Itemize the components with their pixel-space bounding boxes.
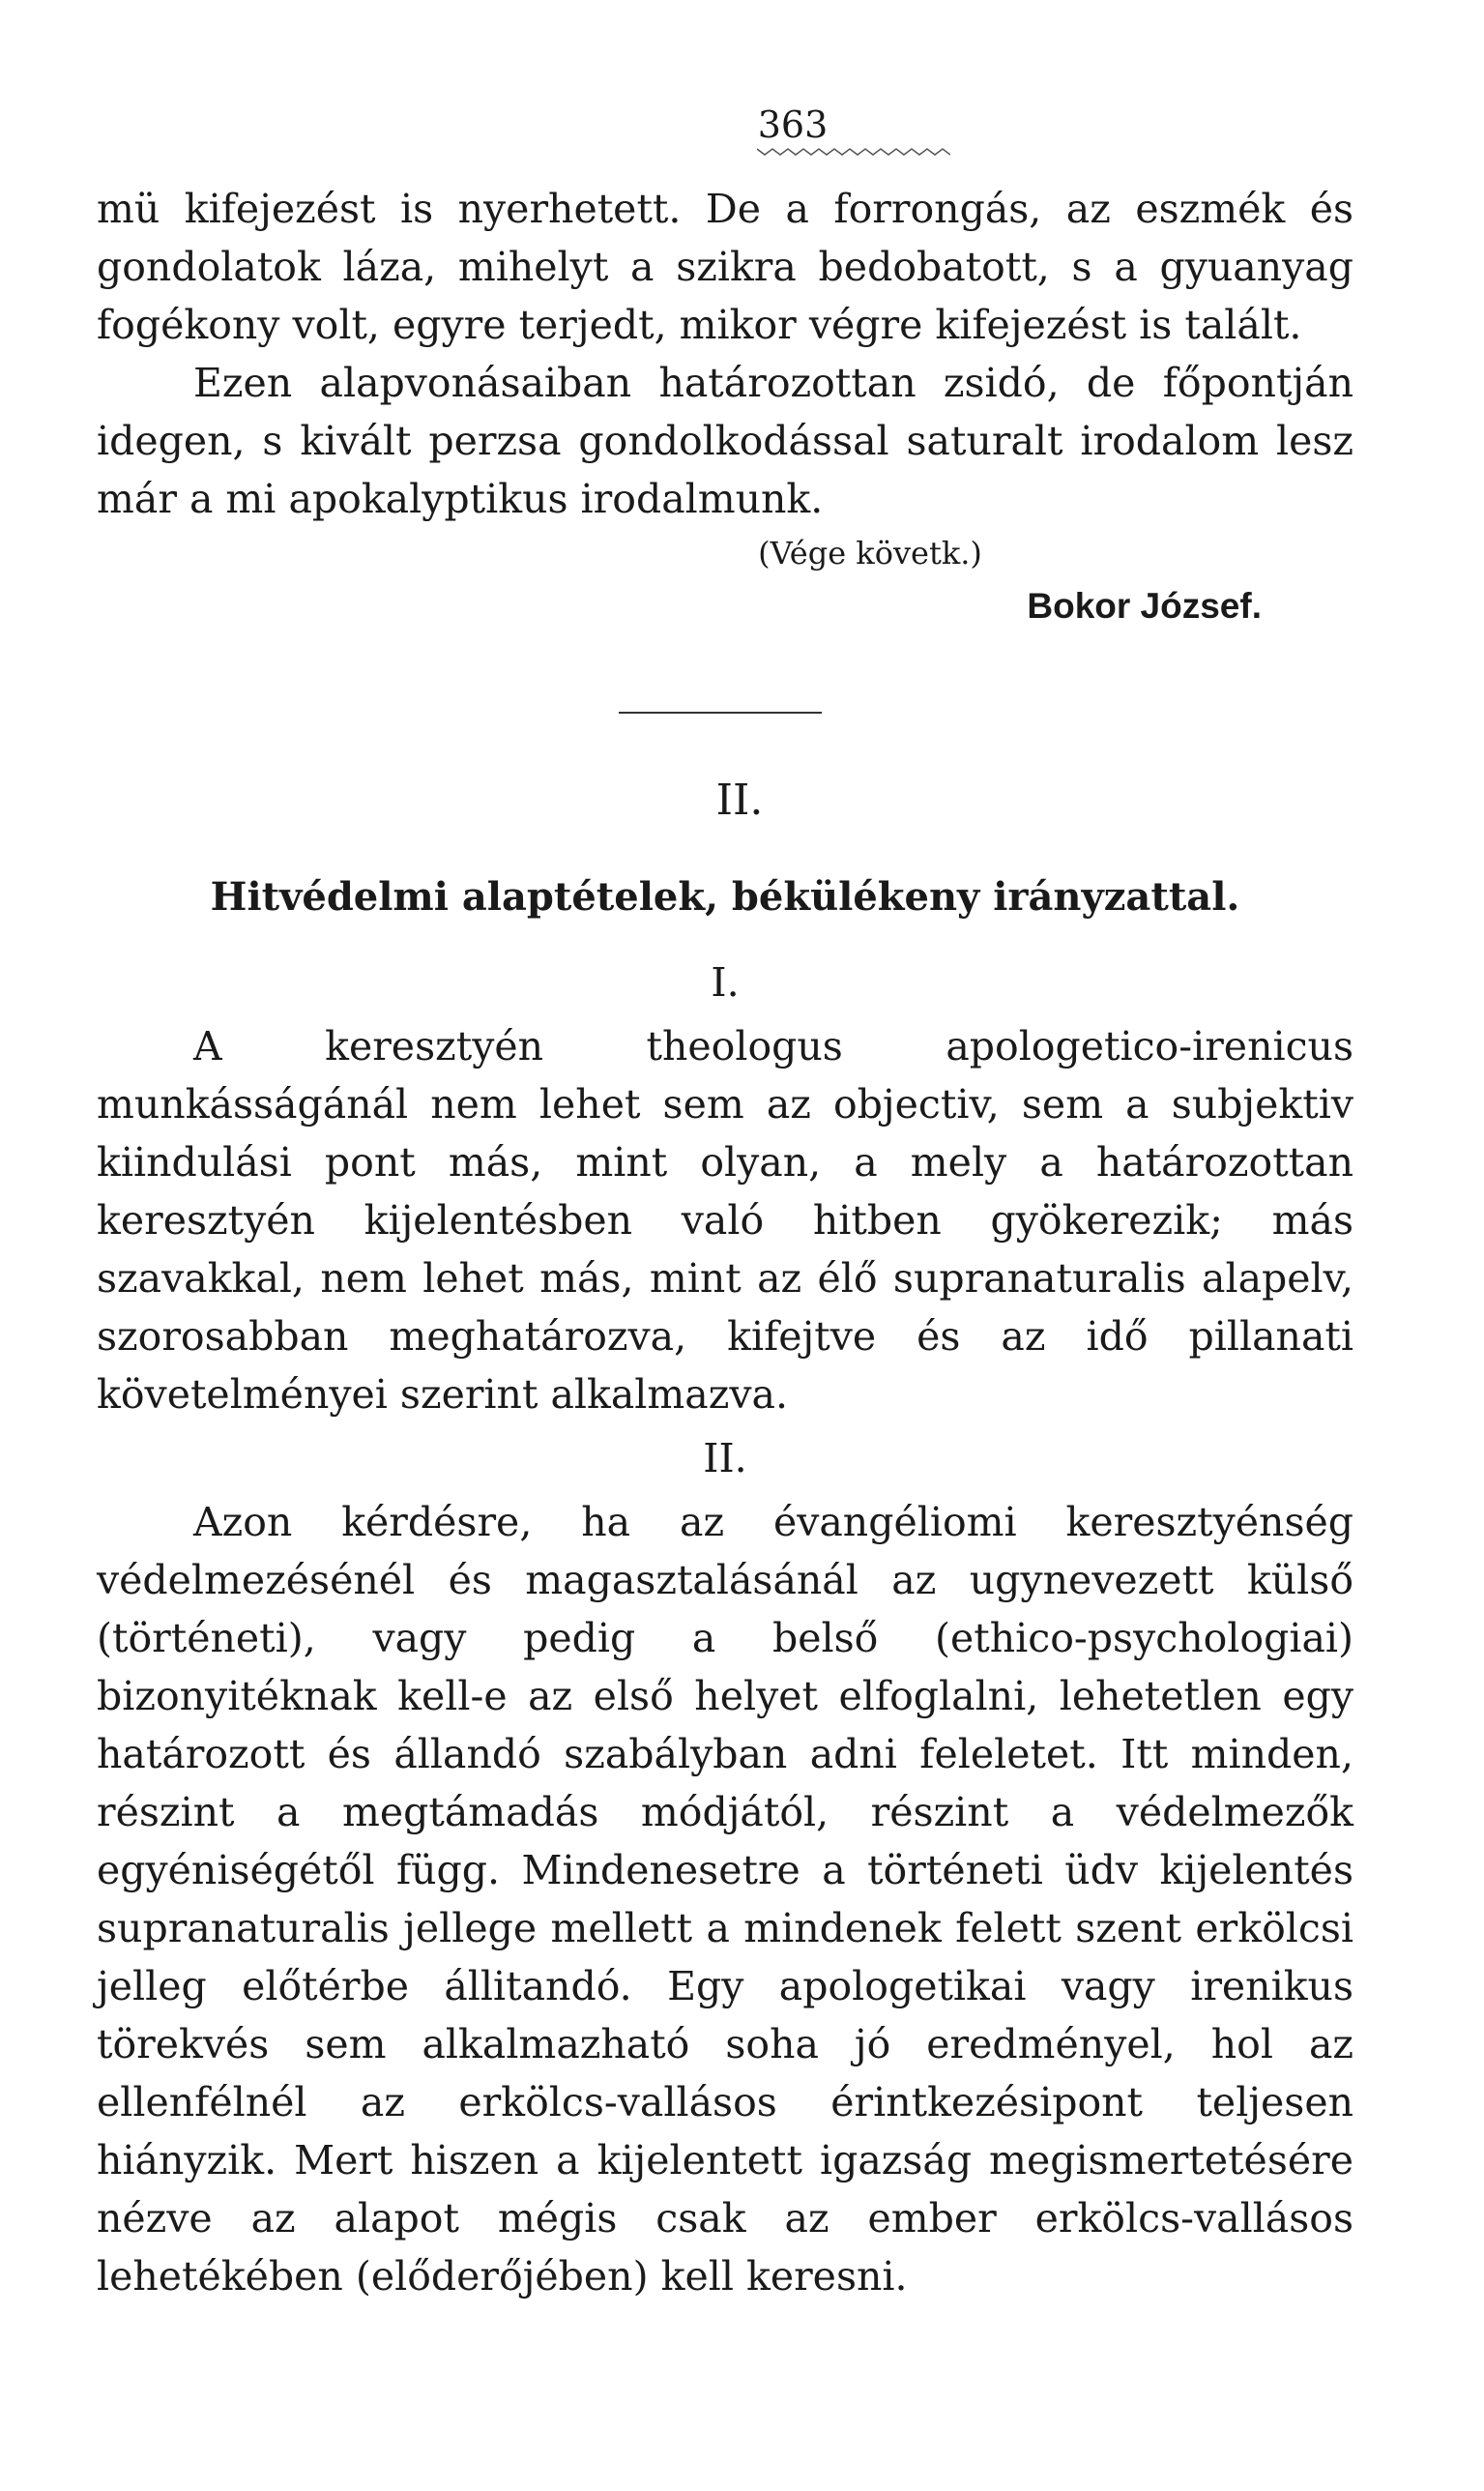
section-title: Hitvédelmi alaptételek, békülékeny irányzattal.: [210, 874, 1240, 920]
section-number: II.: [715, 776, 764, 825]
author-signature: Bokor József.: [1027, 586, 1262, 626]
subsection-number-2: II.: [703, 1435, 747, 1481]
book-page: [97, 103, 1353, 2305]
subsection-number-1: I.: [711, 959, 740, 1006]
subsection-1-paragraph: A keresztyén theologus apologetico-irenicus munkásságánál nem lehet sem az objectiv, sem a subjektiv kiindulási pont más, mint olyan, a mely a határozottan keresztyén kijelentésben való hitben gyökerezik; más szavakkal, nem lehet más, mint az élő supranaturalis alapelv, szorosabban meghatározva, kifejtve és az idő pillanati követelményei szerint alkalmazva.: [97, 1023, 1353, 1418]
subsection-2-paragraph: Azon kérdésre, ha az évangéliomi keresztyénség védelmezésénél és magasztalásánál az ugynevezett külső (történeti), vagy pedig a belső (ethico-psychologiai) bizonyitéknak kell-e az első helyet elfoglalni, lehetetlen egy határozott és állandó szabályban adni feleletet. Itt minden, részint a megtámadás módjától, részint a védelmezők egyéniségétől függ. Mindenesetre a történeti üdv kijelentés supranaturalis jellege mellett a mindenek felett szent erkölcsi jelleg előtérbe állitandó. Egy apologetikai vagy irenikus törekvés sem alkalmazható soha jó eredményel, hol az ellenfélnél az erkölcs-vallásos érintkezésipont teljesen hiányzik. Mert hiszen a kijelentett igazság megismertetésére nézve az alapot mégis csak az ember erkölcs-vallásos lehetékében (előderőjében) kell keresni.: [97, 1499, 1353, 2300]
intro-text: [97, 180, 1353, 634]
continuation-note: (Vége követk.): [758, 535, 982, 571]
intro-paragraph-2: Ezen alapvonásaiban határozottan zsidó, de főpontján idegen, s kivált perzsa gondolkodással saturalt irodalom lesz már a mi apokalyptikus irodalmunk.: [97, 360, 1353, 522]
intro-paragraph: mü kifejezést is nyerhetett. De a forrongás, az eszmék és gondolatok láza, mihelyt a szikra bedobatott, s a gyuanyag fogékony volt, egyre terjedt, mikor végre kifejezést is talált.: [97, 186, 1353, 348]
subsection-2-text: [97, 1493, 1353, 2305]
section-separator: [619, 712, 822, 714]
page-number-ornament: [757, 145, 950, 157]
page-number: 363: [757, 103, 829, 146]
subsection-1-text: [97, 1017, 1353, 1423]
